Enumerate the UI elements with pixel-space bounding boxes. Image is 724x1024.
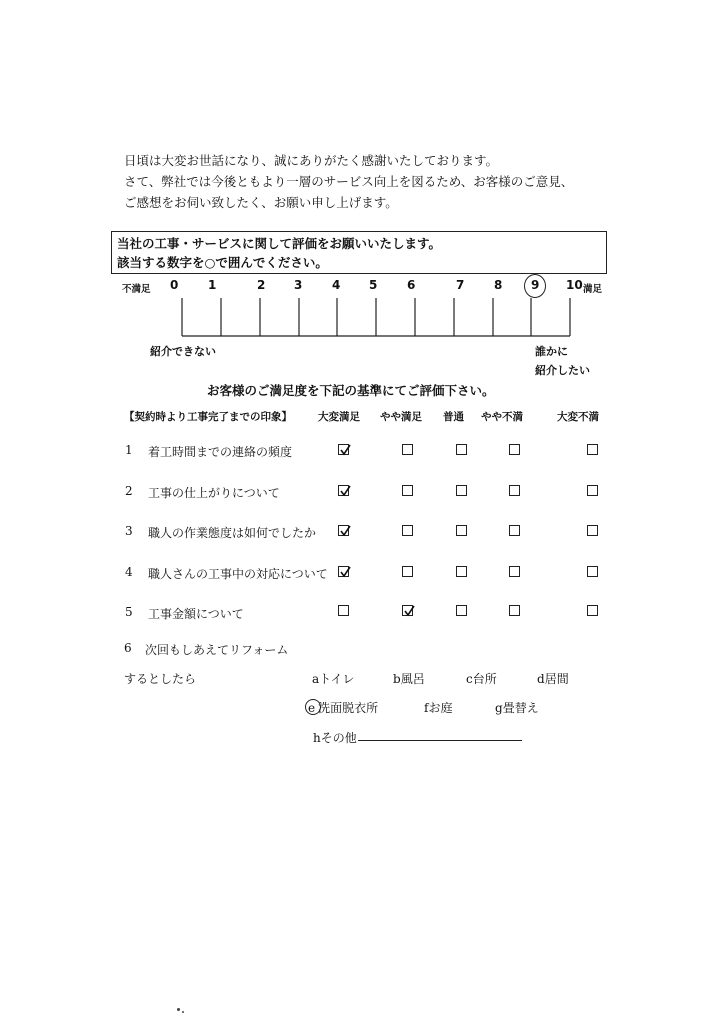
scale-number-10[interactable]: 10 <box>566 278 583 292</box>
option-g[interactable] <box>495 699 539 716</box>
option-b-label: 風呂 <box>400 672 425 686</box>
question-2-number: 2 <box>125 484 133 498</box>
checkbox-q5-very-satisfied[interactable] <box>338 605 349 616</box>
question-4-number: 4 <box>125 565 133 579</box>
scale-ruler <box>0 290 724 350</box>
rating-instruction-line-2: 該当する数字を○で囲んでください。 <box>117 255 328 270</box>
check-mark-icon <box>338 484 352 498</box>
scale-number-9[interactable]: 9 <box>531 278 540 292</box>
option-g-label: 畳替え <box>502 701 539 715</box>
scale-right-label: 満足 <box>583 284 603 295</box>
scale-number-2[interactable]: 2 <box>257 278 266 292</box>
scale-low-caption: 紹介できない <box>150 345 216 358</box>
checkbox-q4-somewhat-dissatisfied[interactable] <box>509 566 520 577</box>
checkbox-q5-neutral[interactable] <box>456 605 467 616</box>
check-mark-icon <box>338 443 352 457</box>
checkbox-q2-somewhat-dissatisfied[interactable] <box>509 485 520 496</box>
checkbox-q3-very-satisfied[interactable] <box>338 525 349 536</box>
option-e-key: e <box>308 701 316 715</box>
scale-number-1[interactable]: 1 <box>208 278 217 292</box>
intro-line-3: ご感想をお伺い致したく、お願い申し上げます。 <box>124 195 398 210</box>
option-d-key: d <box>537 672 545 686</box>
option-c-key: c <box>466 672 473 686</box>
intro-line-1: 日頃は大変お世話になり、誠にありがたく感謝いたしております。 <box>124 153 499 168</box>
checkbox-q2-somewhat-satisfied[interactable] <box>402 485 413 496</box>
checkbox-q5-somewhat-dissatisfied[interactable] <box>509 605 520 616</box>
checkbox-q2-very-dissatisfied[interactable] <box>587 485 598 496</box>
scan-speck <box>182 1011 184 1013</box>
option-d-label: 居間 <box>544 672 569 686</box>
checkbox-q4-neutral[interactable] <box>456 566 467 577</box>
question-6-text-line-2: するとしたら <box>124 672 197 686</box>
check-mark-icon <box>338 565 352 579</box>
checkbox-q1-somewhat-satisfied[interactable] <box>402 444 413 455</box>
question-6-text-line-1: 次回もしあえてリフォーム <box>145 643 289 657</box>
question-3-number: 3 <box>125 524 133 538</box>
checkbox-q1-very-satisfied[interactable] <box>338 444 349 455</box>
option-h[interactable] <box>313 729 357 746</box>
checkbox-q3-somewhat-satisfied[interactable] <box>402 525 413 536</box>
scan-speck <box>177 1008 180 1011</box>
intro-line-2: さて、弊社では今後ともより一層のサービス向上を図るため、お客様のご意見、 <box>124 174 574 189</box>
question-2-text: 工事の仕上がりについて <box>148 486 280 500</box>
checkbox-q4-very-dissatisfied[interactable] <box>587 566 598 577</box>
scale-high-caption-1: 誰かに <box>535 345 568 358</box>
option-h-label: その他 <box>320 731 357 745</box>
column-somewhat-satisfied: やや満足 <box>380 411 422 423</box>
option-b-key: b <box>393 672 401 686</box>
option-a-key: a <box>312 672 320 686</box>
other-write-in-line[interactable] <box>358 740 522 741</box>
question-6-number: 6 <box>124 641 132 655</box>
scale-number-4[interactable]: 4 <box>332 278 341 292</box>
column-neutral: 普通 <box>443 411 464 423</box>
checkbox-q3-very-dissatisfied[interactable] <box>587 525 598 536</box>
option-d[interactable] <box>537 670 569 687</box>
scale-number-7[interactable]: 7 <box>456 278 465 292</box>
column-very-dissatisfied: 大変不満 <box>557 411 599 423</box>
column-very-satisfied: 大変満足 <box>318 411 360 423</box>
question-5-text: 工事金額について <box>148 607 244 621</box>
option-c-label: 台所 <box>472 672 497 686</box>
checkbox-q2-neutral[interactable] <box>456 485 467 496</box>
checkbox-q5-somewhat-satisfied[interactable] <box>402 605 413 616</box>
option-a[interactable] <box>312 670 355 687</box>
checkbox-q5-very-dissatisfied[interactable] <box>587 605 598 616</box>
question-1-text: 着工時間までの連絡の頻度 <box>148 445 293 459</box>
option-f-key: f <box>424 701 429 715</box>
scale-left-label: 不満足 <box>122 284 151 295</box>
checkbox-q1-neutral[interactable] <box>456 444 467 455</box>
question-5-number: 5 <box>125 605 133 619</box>
option-h-key: h <box>313 731 321 745</box>
checkbox-q3-somewhat-dissatisfied[interactable] <box>509 525 520 536</box>
option-c[interactable] <box>466 670 497 687</box>
scale-number-8[interactable]: 8 <box>494 278 503 292</box>
rating-instruction-line-1: 当社の工事・サービスに関して評価をお願いいたします。 <box>117 236 442 251</box>
scale-number-3[interactable]: 3 <box>294 278 303 292</box>
scale-number-5[interactable]: 5 <box>369 278 378 292</box>
option-e[interactable] <box>308 699 378 716</box>
checkbox-q3-neutral[interactable] <box>456 525 467 536</box>
option-g-key: g <box>495 701 503 715</box>
option-b[interactable] <box>393 670 425 687</box>
checkbox-q2-very-satisfied[interactable] <box>338 485 349 496</box>
scale-high-caption-2: 紹介したい <box>535 364 590 377</box>
option-f-label: お庭 <box>428 701 453 715</box>
question-3-text: 職人の作業態度は如何でしたか <box>148 526 317 540</box>
checkbox-q4-very-satisfied[interactable] <box>338 566 349 577</box>
satisfaction-header-label: 【契約時より工事完了までの印象】 <box>124 411 292 423</box>
scale-number-6[interactable]: 6 <box>407 278 416 292</box>
scale-number-0[interactable]: 0 <box>170 278 179 292</box>
check-mark-icon <box>338 524 352 538</box>
option-a-label: トイレ <box>319 672 355 686</box>
checkbox-q4-somewhat-satisfied[interactable] <box>402 566 413 577</box>
rating-instruction-box <box>111 231 607 274</box>
satisfaction-instruction: お客様のご満足度を下記の基準にてご評価下さい。 <box>207 383 495 398</box>
check-mark-icon <box>402 604 416 618</box>
option-f[interactable] <box>424 699 452 716</box>
checkbox-q1-very-dissatisfied[interactable] <box>587 444 598 455</box>
column-somewhat-dissatisfied: やや不満 <box>481 411 523 423</box>
question-1-number: 1 <box>125 443 133 457</box>
option-e-label: 洗面脱衣所 <box>318 701 379 715</box>
question-4-text: 職人さんの工事中の対応について <box>148 567 328 581</box>
checkbox-q1-somewhat-dissatisfied[interactable] <box>509 444 520 455</box>
